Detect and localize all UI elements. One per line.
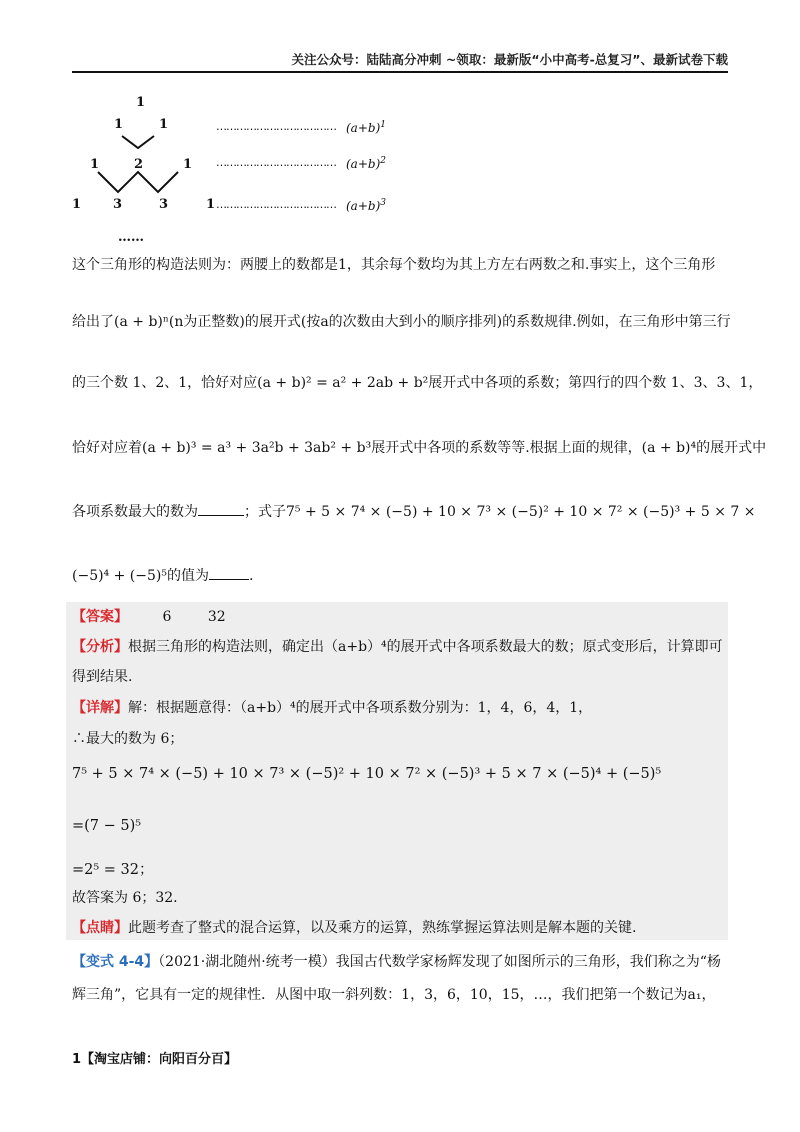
triangle-row1-a: 1 <box>114 117 124 132</box>
comment-text: 此题考查了整式的混合运算，以及乘方的运算，熟练掌握运算法则是解本题的关键. <box>128 920 637 936</box>
detail-tag: 【详解】 <box>72 700 128 716</box>
comment-line <box>72 918 636 938</box>
answer-blank-2 <box>209 565 249 580</box>
line5-prefix: 各项系数最大的数为 <box>72 504 198 520</box>
problem-line-6 <box>72 565 253 586</box>
triangle-lines <box>70 92 400 252</box>
line6-suffix: . <box>248 568 254 584</box>
analysis-line-1 <box>72 637 723 657</box>
detail-line-2: ∴最大的数为 6； <box>72 731 184 747</box>
problem-line-1: 这个三角形的构造法则为：两腰上的数都是1，其余每个数均为其上方左右两数之和.事实上，这个三角形 <box>72 257 716 273</box>
triangle-row4-ellipsis: …… <box>118 230 144 245</box>
answer-value-2: 32 <box>207 609 226 625</box>
row1-label: $(a+b)^1$ <box>346 120 386 135</box>
yang-hui-triangle-figure <box>70 92 400 252</box>
variant-tag: 【变式 4-4】 <box>72 954 159 970</box>
row3-label: $(a+b)^3$ <box>346 198 386 213</box>
triangle-row2-b: 2 <box>134 157 144 172</box>
triangle-row3-a: 1 <box>72 197 82 212</box>
triangle-row1-b: 1 <box>159 117 169 132</box>
answer-blank-1 <box>198 501 244 516</box>
row3-dots: ……………………………… <box>216 198 336 211</box>
header-divider <box>72 71 728 73</box>
comment-tag: 【点睛】 <box>72 920 128 936</box>
page-footer: 1【淘宝店铺：向阳百分百】 <box>72 1052 238 1067</box>
triangle-row2-c: 1 <box>183 157 193 172</box>
page-header: 关注公众号：陆陆高分冲刺 ~领取：最新版“小中高考-总复习”、最新试卷下载 <box>291 52 728 67</box>
variant-line-2: 辉三角”，它具有一定的规律性．从图中取一斜列数：1，3，6，10，15，…，我们把第一个数记为a₁， <box>72 987 716 1003</box>
analysis-tag: 【分析】 <box>72 639 128 655</box>
expression-line-1: 7⁵ + 5 × 7⁴ × (−5) + 10 × 7³ × (−5)² + 10 × 7² × (−5)³ + 5 × 7 × (−5)⁴ + (−5)⁵ <box>72 766 662 782</box>
variant-line-1 <box>72 952 721 972</box>
detail-line-1 <box>72 698 592 718</box>
conclusion-line: 故答案为 6；32. <box>72 890 178 906</box>
expression-line-2: =(7 − 5)⁵ <box>72 818 142 834</box>
detail-text-1: 解：根据题意得：（a+b）⁴的展开式中各项系数分别为：1，4，6，4，1， <box>128 700 593 716</box>
analysis-text-1: 根据三角形的构造法则，确定出（a+b）⁴的展开式中各项系数最大的数；原式变形后，计算即可 <box>128 639 723 655</box>
line5-suffix: ；式子7⁵ + 5 × 7⁴ × (−5) + 10 × 7³ × (−5)² + 10 × 7² × (−5)³ + 5 × 7 × <box>244 504 756 520</box>
expression-line-3: =2⁵ = 32； <box>72 862 154 878</box>
triangle-row3-c: 3 <box>159 197 169 212</box>
answer-value-1: 6 <box>162 609 172 625</box>
line6-prefix: (−5)⁴ + (−5)⁵的值为 <box>72 568 209 584</box>
analysis-line-2: 得到结果. <box>72 669 133 685</box>
triangle-row2-a: 1 <box>90 157 100 172</box>
problem-line-4: 恰好对应着(a + b)³ = a³ + 3a²b + 3ab² + b³展开式中各项的系数等等.根据上面的规律，(a + b)⁴的展开式中 <box>72 440 767 456</box>
problem-line-5 <box>72 501 755 522</box>
answer-tag: 【答案】 <box>72 609 128 625</box>
triangle-row0: 1 <box>136 95 146 110</box>
triangle-row3-b: 3 <box>113 197 123 212</box>
row2-label: $(a+b)^2$ <box>346 156 386 171</box>
row1-dots: ……………………………… <box>216 120 336 133</box>
problem-line-3: 的三个数 1、2、1，恰好对应(a + b)² = a² + 2ab + b²展开式中各项的系数；第四行的四个数 1、3、3、1， <box>72 375 763 391</box>
problem-line-2: 给出了(a + b)ⁿ(n为正整数)的展开式(按a的次数由大到小的顺序排列)的系数规律.例如，在三角形中第三行 <box>72 314 731 330</box>
row2-dots: ……………………………… <box>216 156 336 169</box>
answer-line <box>72 607 226 627</box>
variant-text-1: （2021·湖北随州·统考一模）我国古代数学家杨辉发现了如图所示的三角形，我们称之为“杨 <box>158 954 721 970</box>
triangle-row3-d: 1 <box>206 197 216 212</box>
